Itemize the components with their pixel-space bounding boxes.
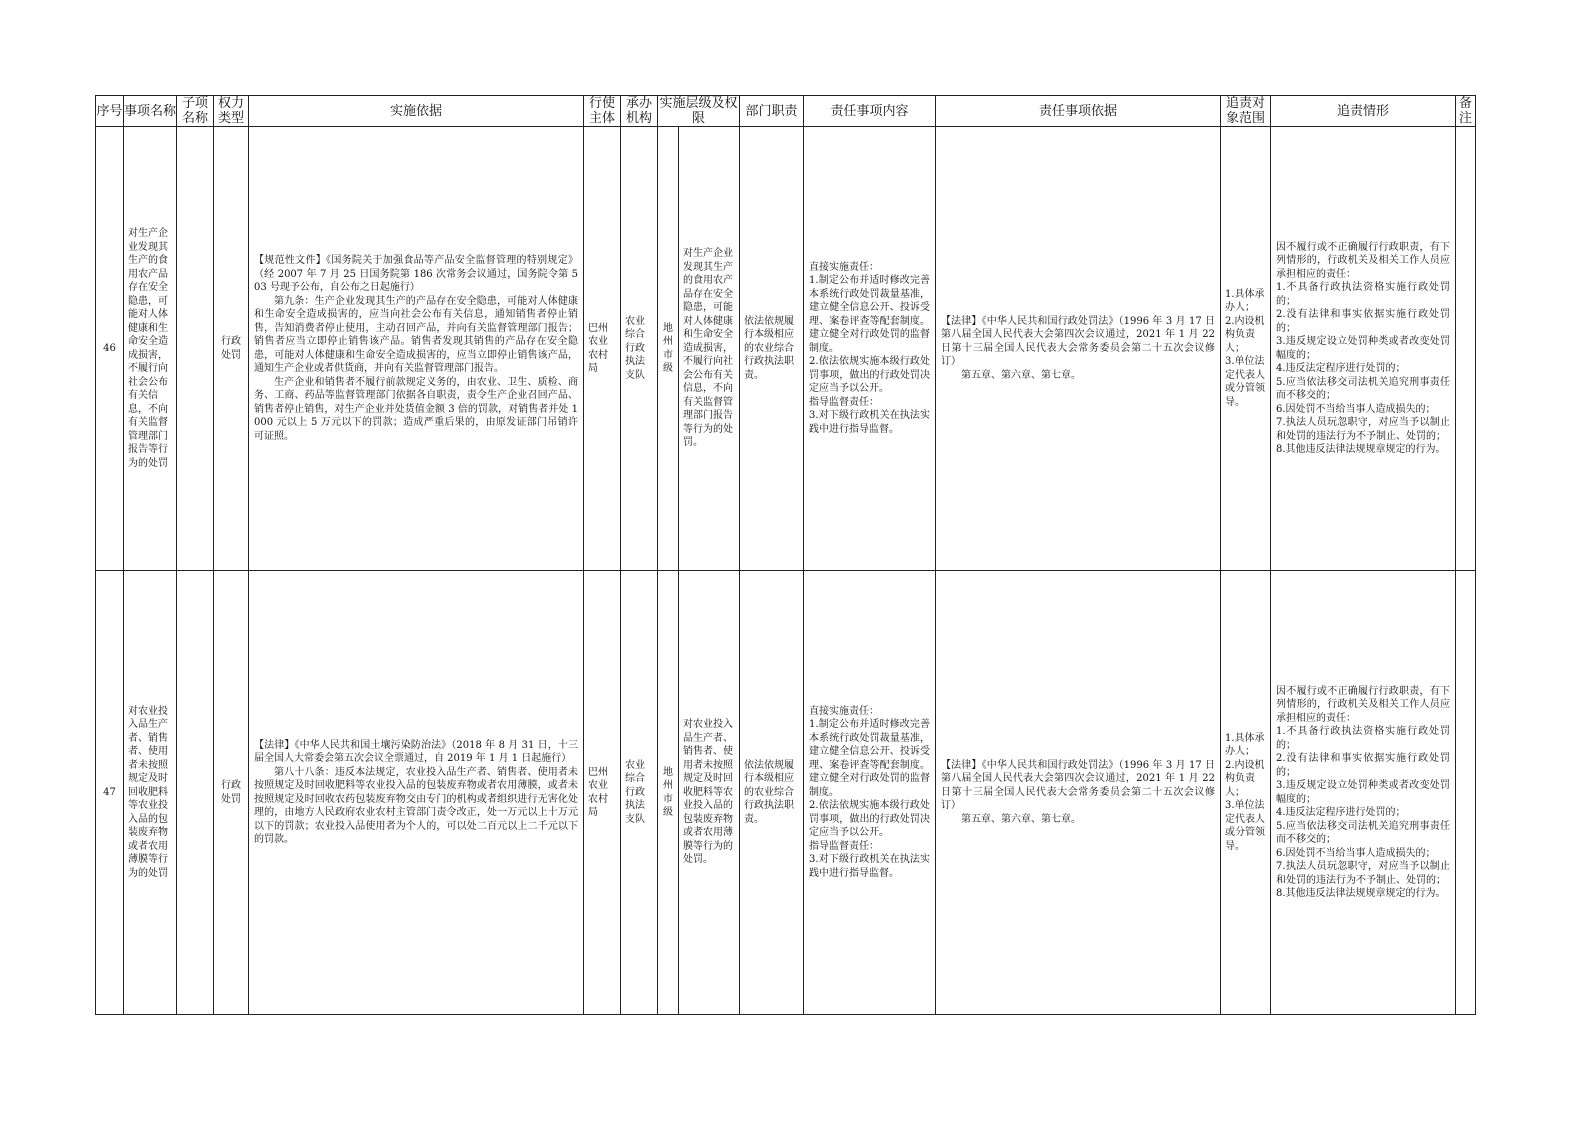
case-line: 7.执法人员玩忽职守，对应当予以制止和处罚的违法行为不予制止、处罚的；: [1276, 417, 1451, 442]
case-line: 3.违反规定设立处罚种类或者改变处罚幅度的；: [1276, 780, 1451, 805]
row-resp-content: [804, 571, 936, 1015]
header-resp-basis: 责任事项依据: [936, 96, 1221, 127]
table-row: [96, 571, 1476, 1015]
case-line: 2.没有法律和事实依据实施行政处罚的；: [1276, 753, 1451, 778]
header-resp-content: 责任事项内容: [804, 96, 936, 127]
case-line: 6.因处罚不当给当事人造成损失的；: [1276, 403, 1436, 415]
case-line: 4.违反法定程序进行处罚的；: [1276, 807, 1406, 818]
header-item-name: 事项名称: [124, 96, 177, 127]
row-level-detail: 对农业投入品生产者、销售者、使用者未按照规定及时回收肥料等农业投入品的包装废弃物或者农用薄膜等行为的处罚。: [679, 571, 740, 1015]
resp-content-line: 2.依法依规实施本级行政处罚事项，做出的行政处罚决定应当予以公开。: [809, 800, 931, 839]
header-handler: 承办机构: [621, 96, 658, 127]
row-basis: [249, 127, 584, 571]
row-handler: 农业综合行政执法支队: [621, 571, 658, 1015]
basis-para: 【规范性文件】《国务院关于加强食品等产品安全监督管理的特别规定》（经 2007 年 7 月 25 日国务院第 186 次常务会议通过，国务院令第 503 号现予公布，自公布之日起施行）: [254, 255, 578, 293]
resp-basis-para: 第五章、第六章、第七章。: [961, 813, 1082, 825]
resp-basis-para: 第五章、第六章、第七章。: [961, 369, 1082, 381]
header-accountability-cases: 追责情形: [1271, 96, 1456, 127]
resp-content-line: 指导监督责任：: [809, 396, 880, 408]
resp-basis-para: 【法律】《中华人民共和国行政处罚法》（1996 年 3 月 17 日第八届全国人民代表大会第四次会议通过，2021 年 1 月 22 日第十三届全国人民代表大会常务委员会第二十五次会议修订）: [941, 759, 1216, 812]
case-line: 因不履行或不正确履行行政职责，有下列情形的，行政机关及相关工作人员应承担相应的责任：: [1276, 685, 1451, 724]
case-line: 5.应当依法移交司法机关追究刑事责任而不移交的；: [1276, 376, 1451, 401]
resp-content-line: 直接实施责任：: [809, 261, 880, 273]
row-subject: 巴州农业农村局: [584, 571, 621, 1015]
header-sub-item: 子项名称: [177, 96, 214, 127]
basis-para: 第九条：生产企业发现其生产的产品存在安全隐患，可能对人体健康和生命安全造成损害的，应当向社会公布有关信息，通知销售者停止销售，告知消费者停止使用，主动召回产品，并向有关监督管理部门报告；销售者应当立即停止销售该产品。销售者发现其销售的产品存在安全隐患，可能对人体健康和生命安全造成损害的，应当立即停止销售该产品，通知生产企业或者供货商，并向有关监督管理部门报告。: [254, 295, 578, 374]
scope-line: 1.具体承办人；: [1225, 732, 1265, 758]
header-accountability-scope: 追责对象范围: [1221, 96, 1271, 127]
scope-line: 1.具体承办人；: [1225, 288, 1265, 314]
row-accountability-scope: [1221, 127, 1271, 571]
header-seq: 序号: [96, 96, 124, 127]
row-dept-duty: 依法依规履行本级相应的农业综合行政执法职责。: [740, 571, 804, 1015]
row-basis: [249, 571, 584, 1015]
row-accountability-scope: [1221, 571, 1271, 1015]
resp-content-line: 直接实施责任：: [809, 705, 880, 717]
header-power-type: 权力类型: [214, 96, 249, 127]
case-line: 因不履行或不正确履行行政职责，有下列情形的，行政机关及相关工作人员应承担相应的责任：: [1276, 241, 1451, 280]
row-sub-item: [177, 571, 214, 1015]
resp-content-line: 1.制定公布并适时修改完善本系统行政处罚裁量基准，建立健全信息公开、投诉受理、案卷评查等配套制度。建立健全对行政处罚的监督制度。: [809, 719, 931, 798]
row-sub-item: [177, 127, 214, 571]
header-subject: 行使主体: [584, 96, 621, 127]
row-power-type: 行政处罚: [214, 127, 249, 571]
scope-line: 3.单位法定代表人或分管领导。: [1225, 800, 1266, 852]
resp-basis-para: 【法律】《中华人民共和国行政处罚法》（1996 年 3 月 17 日第八届全国人民代表大会第四次会议通过，2021 年 1 月 22 日第十三届全国人民代表大会常务委员会第二十五次会议修订）: [941, 315, 1216, 368]
row-handler: 农业综合行政执法支队: [621, 127, 658, 571]
header-row: [96, 96, 1476, 127]
case-line: 6.因处罚不当给当事人造成损失的；: [1276, 847, 1436, 859]
case-line: 2.没有法律和事实依据实施行政处罚的；: [1276, 309, 1451, 334]
row-subject: 巴州农业农村局: [584, 127, 621, 571]
table-row: [96, 127, 1476, 571]
header-remark: 备注: [1456, 96, 1476, 127]
row-resp-basis: [936, 571, 1221, 1015]
row-accountability-cases: [1271, 571, 1456, 1015]
row-dept-duty: 依法依规履行本级相应的农业综合行政执法职责。: [740, 127, 804, 571]
scope-line: 3.单位法定代表人或分管领导。: [1225, 356, 1266, 408]
row-power-type: 行政处罚: [214, 571, 249, 1015]
header-level: 实施层级及权限: [659, 96, 738, 126]
responsibility-table: [95, 95, 1476, 1015]
row-seq: 46: [96, 127, 124, 571]
row-accountability-cases: [1271, 127, 1456, 571]
row-level: 地州市级: [658, 571, 679, 1015]
row-resp-basis: [936, 127, 1221, 571]
row-resp-content: [804, 127, 936, 571]
row-remark: [1456, 127, 1476, 571]
resp-content-line: 1.制定公布并适时修改完善本系统行政处罚裁量基准，建立健全信息公开、投诉受理、案卷评查等配套制度。建立健全对行政处罚的监督制度。: [809, 275, 931, 354]
row-item-name: 对生产企业发现其生产的食用农产品存在安全隐患，可能对人体健康和生命安全造成损害，不履行向社会公布有关信息，不向有关监督管理部门报告等行为的处罚: [124, 127, 177, 571]
scope-line: 2.内设机构负责人；: [1225, 315, 1265, 354]
resp-content-line: 3.对下级行政机关在执法实践中进行指导监督。: [809, 854, 931, 879]
basis-para: 【法律】《中华人民共和国土壤污染防治法》（2018 年 8 月 31 日，十三届全国人大常委会第五次会议全票通过，自 2019 年 1 月 1 日起施行）: [254, 739, 578, 764]
resp-content-line: 指导监督责任：: [809, 840, 880, 852]
case-line: 8.其他违反法律法规规章规定的行为。: [1276, 888, 1446, 899]
case-line: 4.违反法定程序进行处罚的；: [1276, 363, 1406, 374]
case-line: 7.执法人员玩忽职守，对应当予以制止和处罚的违法行为不予制止、处罚的；: [1276, 861, 1451, 886]
row-seq: 47: [96, 571, 124, 1015]
resp-content-line: 2.依法依规实施本级行政处罚事项，做出的行政处罚决定应当予以公开。: [809, 356, 931, 395]
case-line: 8.其他违反法律法规规章规定的行为。: [1276, 444, 1446, 455]
case-line: 5.应当依法移交司法机关追究刑事责任而不移交的；: [1276, 820, 1451, 845]
case-line: 3.违反规定设立处罚种类或者改变处罚幅度的；: [1276, 336, 1451, 361]
row-level: 地州市级: [658, 127, 679, 571]
header-dept-duty: 部门职责: [740, 96, 804, 127]
header-basis: 实施依据: [249, 96, 584, 127]
row-level-detail: 对生产企业发现其生产的食用农产品存在安全隐患，可能对人体健康和生命安全造成损害，不履行向社会公布有关信息，不向有关监督管理部门报告等行为的处罚。: [679, 127, 740, 571]
case-line: 1.不具备行政执法资格实施行政处罚的；: [1276, 726, 1451, 751]
basis-para: 第八十八条：违反本法规定，农业投入品生产者、销售者、使用者未按照规定及时回收肥料等农业投入品的包装废弃物或者农用薄膜，或者未按照规定及时回收农药包装废弃物交由专门的机构或者组织进行无害化处理的，由地方人民政府农业农村主管部门责令改正，处一万元以上十万元以下的罚款；农业投入品使用者为个人的，可以处二百元以上二千元以下的罚款。: [254, 766, 578, 845]
resp-content-line: 3.对下级行政机关在执法实践中进行指导监督。: [809, 410, 931, 435]
basis-para: 生产企业和销售者不履行前款规定义务的，由农业、卫生、质检、商务、工商、药品等监督管理部门依据各自职责，责令生产企业召回产品、销售者停止销售，对生产企业并处货值金额 3 倍的罚款，对销售者并处 1000 元以上 5 万元以下的罚款；造成严重后果的，由原发证部门吊销许可证照。: [254, 376, 578, 442]
case-line: 1.不具备行政执法资格实施行政处罚的；: [1276, 282, 1451, 307]
scope-line: 2.内设机构负责人；: [1225, 759, 1265, 798]
row-item-name: 对农业投入品生产者、销售者、使用者未按照规定及时回收肥料等农业投入品的包装废弃物或者农用薄膜等行为的处罚: [124, 571, 177, 1015]
row-remark: [1456, 571, 1476, 1015]
